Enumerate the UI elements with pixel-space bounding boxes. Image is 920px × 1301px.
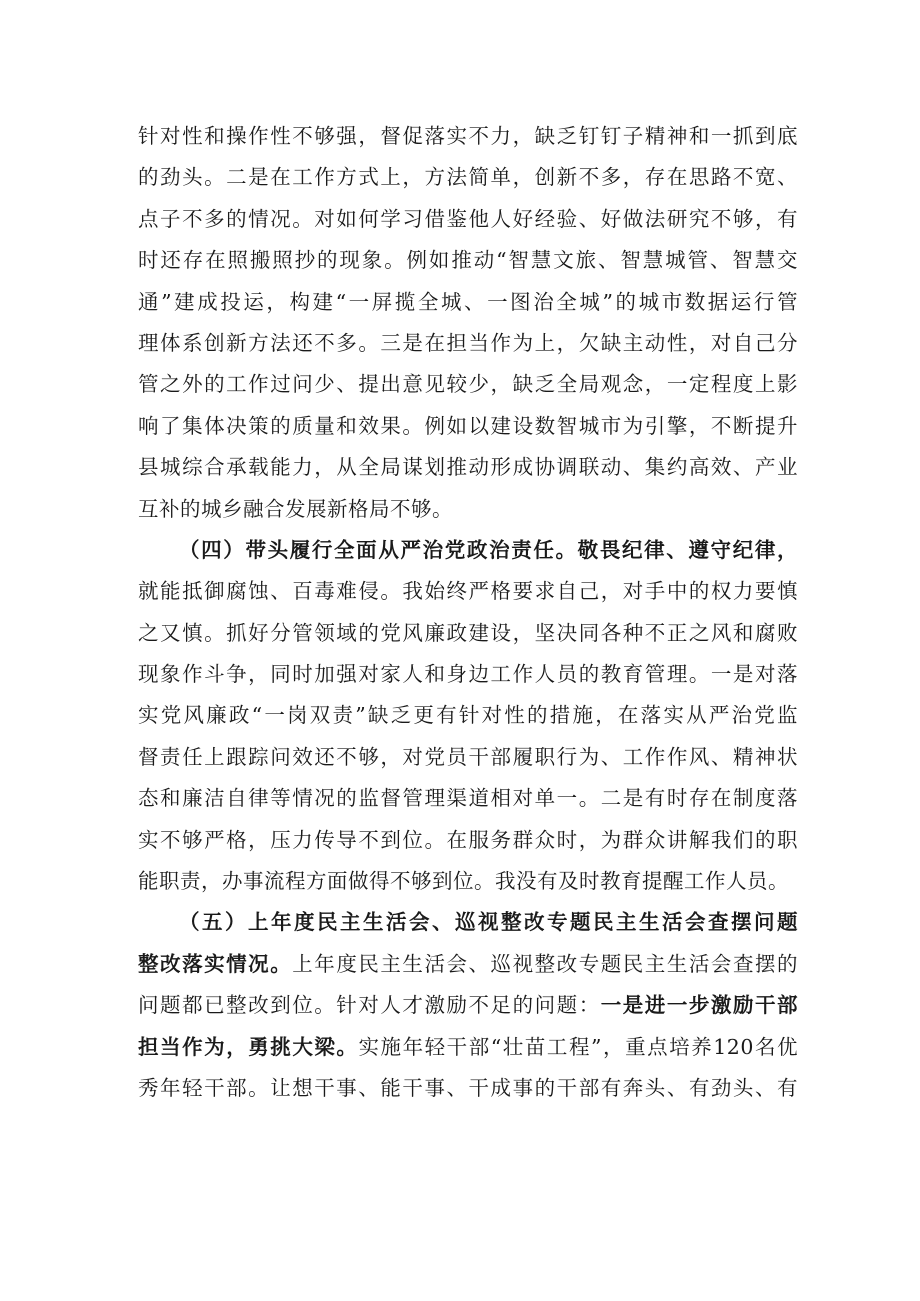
body-text: 之又慎。抓好分管领域的党风廉政建设，坚决同各种不正之风和腐败: [138, 620, 798, 645]
paragraph: [138, 902, 798, 1109]
text-line: [138, 861, 798, 902]
text-line: [138, 654, 798, 695]
body-text: 问题都已整改到位。针对人才激励不足的问题：: [138, 993, 601, 1018]
text-line: [138, 489, 798, 530]
body-text: 态和廉洁自律等情况的监督管理渠道相对单一。二是有时存在制度落: [138, 786, 798, 811]
body-text: 互补的城乡融合发展新格局不够。: [138, 496, 453, 521]
body-text: 响了集体决策的质量和效果。例如以建设数智城市为引擎，不断提升: [138, 413, 798, 438]
text-line: [138, 613, 798, 654]
paragraph: [138, 116, 798, 530]
body-text: 督责任上跟踪问效还不够，对党员干部履职行为、工作作风、精神状: [138, 744, 798, 769]
text-line: [138, 406, 798, 447]
text-line: [138, 447, 798, 488]
text-line: [138, 902, 798, 943]
body-text: 点子不多的情况。对如何学习借鉴他人好经验、好做法研究不够，有: [138, 206, 798, 231]
text-line: [138, 571, 798, 612]
bold-text: （四）带头履行全面从严治党政治责任。敬畏纪律、遵守纪律，: [179, 537, 798, 562]
body-text: 时还存在照搬照抄的现象。例如推动“智慧文旅、智慧城管、智慧交: [138, 248, 798, 273]
body-text: 实党风廉政“一岗双责”缺乏更有针对性的措施，在落实从严治党监: [138, 703, 798, 728]
body-text: 能职责，办事流程方面做得不够到位。我没有及时教育提醒工作人员。: [138, 869, 789, 894]
bold-text: 整改落实情况。: [138, 951, 293, 976]
text-line: [138, 530, 798, 571]
body-text: 现象作斗争，同时加强对家人和身边工作人员的教育管理。一是对落: [138, 662, 798, 687]
text-line: [138, 323, 798, 364]
body-text: 通”建成投运，构建“一屏揽全城、一图治全城”的城市数据运行管: [138, 289, 798, 314]
text-line: [138, 695, 798, 736]
text-line: [138, 737, 798, 778]
body-text: 管之外的工作过问少、提出意见较少，缺乏全局观念，一定程度上影: [138, 372, 798, 397]
text-line: [138, 1068, 798, 1109]
body-text: 实不够严格，压力传导不到位。在服务群众时，为群众讲解我们的职: [138, 827, 798, 852]
text-line: [138, 1027, 798, 1068]
document-page: [138, 116, 798, 1109]
bold-text: 担当作为，勇挑大梁。: [138, 1034, 359, 1059]
text-line: [138, 199, 798, 240]
body-text: 上年度民主生活会、巡视整改专题民主生活会查摆的: [292, 951, 799, 976]
bold-text: 一是进一步激励干部: [600, 993, 799, 1018]
bold-text: （五）上年度民主生活会、巡视整改专题民主生活会查摆问题: [179, 910, 798, 935]
text-line: [138, 778, 798, 819]
body-text: 秀年轻干部。让想干事、能干事、干成事的干部有奔头、有劲头、有: [138, 1075, 798, 1100]
body-text: 县城综合承载能力，从全局谋划推动形成协调联动、集约高效、产业: [138, 455, 798, 480]
text-line: [138, 820, 798, 861]
body-text: 针对性和操作性不够强，督促落实不力，缺乏钉钉子精神和一抓到底: [138, 124, 798, 148]
text-line: [138, 116, 798, 157]
text-line: [138, 240, 798, 281]
text-line: [138, 985, 798, 1026]
text-line: [138, 282, 798, 323]
text-line: [138, 157, 798, 198]
body-text: 就能抵御腐蚀、百毒难侵。我始终严格要求自己，对手中的权力要慎: [138, 579, 798, 604]
text-line: [138, 944, 798, 985]
body-text: 的劲头。二是在工作方式上，方法简单，创新不多，存在思路不宽、: [138, 165, 798, 190]
body-text: 理体系创新方法还不多。三是在担当作为上，欠缺主动性，对自己分: [138, 330, 798, 355]
text-line: [138, 364, 798, 405]
paragraph: [138, 530, 798, 903]
body-text: 实施年轻干部“壮苗工程”，重点培养120名优: [358, 1034, 798, 1059]
